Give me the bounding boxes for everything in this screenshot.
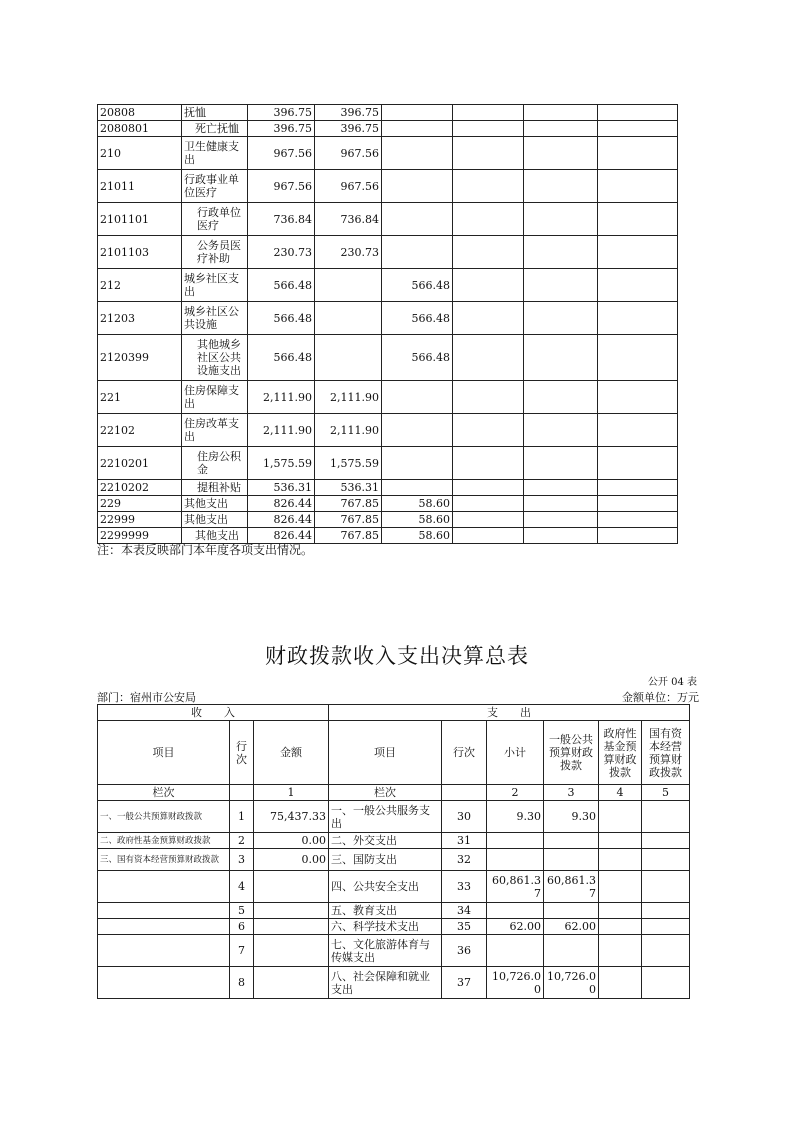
income-line-cell: 8 [230, 967, 254, 999]
col5-cell [524, 414, 598, 447]
summary-table [97, 704, 690, 999]
income-amount-cell: 0.00 [254, 833, 329, 849]
general-cell: 10,726.00 [544, 967, 599, 999]
lan-5: 5 [642, 785, 690, 801]
total-cell: 396.75 [248, 105, 315, 121]
subtotal-cell: 62.00 [487, 919, 544, 935]
col5-cell [524, 381, 598, 414]
table-row [98, 381, 678, 414]
basic-cell: 230.73 [315, 236, 382, 269]
expense-item-cell: 一、一般公共服务支出 [329, 801, 442, 833]
col4-cell [453, 170, 524, 203]
code-cell: 2299999 [98, 528, 182, 544]
col6-cell [598, 302, 678, 335]
lan-1: 1 [254, 785, 329, 801]
basic-cell: 396.75 [315, 105, 382, 121]
state-cell [642, 801, 690, 833]
summary-row [98, 919, 690, 935]
income-amount-cell: 0.00 [254, 849, 329, 871]
col6-cell [598, 203, 678, 236]
code-cell: 20808 [98, 105, 182, 121]
expense-item-cell: 四、公共安全支出 [329, 871, 442, 903]
income-line-cell: 4 [230, 871, 254, 903]
state-cell [642, 919, 690, 935]
state-cell [642, 833, 690, 849]
income-amount-cell [254, 935, 329, 967]
basic-cell: 767.85 [315, 528, 382, 544]
general-cell [544, 849, 599, 871]
total-cell: 826.44 [248, 528, 315, 544]
lan-empty [230, 785, 254, 801]
name-cell: 住房公积金 [182, 447, 248, 480]
table-row [98, 302, 678, 335]
income-item-cell [98, 919, 230, 935]
col-item: 项目 [98, 721, 230, 785]
col4-cell [453, 105, 524, 121]
col-item2: 项目 [329, 721, 442, 785]
table-row [98, 269, 678, 302]
code-cell: 2101103 [98, 236, 182, 269]
lan-empty2 [442, 785, 487, 801]
project-cell: 566.48 [382, 302, 453, 335]
col5-cell [524, 236, 598, 269]
col5-cell [524, 447, 598, 480]
project-cell: 566.48 [382, 335, 453, 381]
general-cell [544, 935, 599, 967]
lan-2: 2 [487, 785, 544, 801]
lan-row [98, 785, 690, 801]
code-cell: 212 [98, 269, 182, 302]
subtotal-cell [487, 833, 544, 849]
basic-cell: 536.31 [315, 480, 382, 496]
income-line-cell: 6 [230, 919, 254, 935]
code-cell: 2210202 [98, 480, 182, 496]
col6-cell [598, 512, 678, 528]
table-row [98, 137, 678, 170]
expense-item-cell: 二、外交支出 [329, 833, 442, 849]
name-cell: 其他支出 [182, 496, 248, 512]
expense-item-cell: 五、教育支出 [329, 903, 442, 919]
col6-cell [598, 414, 678, 447]
col6-cell [598, 381, 678, 414]
col5-cell [524, 480, 598, 496]
subtotal-cell [487, 935, 544, 967]
expense-line-cell: 37 [442, 967, 487, 999]
state-cell [642, 871, 690, 903]
income-line-cell: 5 [230, 903, 254, 919]
col6-cell [598, 236, 678, 269]
income-amount-cell [254, 903, 329, 919]
total-cell: 826.44 [248, 496, 315, 512]
total-cell: 967.56 [248, 137, 315, 170]
basic-cell: 2,111.90 [315, 414, 382, 447]
table-row [98, 447, 678, 480]
col6-cell [598, 121, 678, 137]
general-cell [544, 833, 599, 849]
col5-cell [524, 302, 598, 335]
col-state: 国有资本经营预算财政拨款 [642, 721, 690, 785]
state-cell [642, 967, 690, 999]
summary-row [98, 967, 690, 999]
code-cell: 2101101 [98, 203, 182, 236]
col6-cell [598, 447, 678, 480]
project-cell [382, 203, 453, 236]
income-header: 收 入 [98, 705, 329, 721]
col6-cell [598, 335, 678, 381]
income-line-cell: 7 [230, 935, 254, 967]
col5-cell [524, 105, 598, 121]
col5-cell [524, 496, 598, 512]
basic-cell: 1,575.59 [315, 447, 382, 480]
col5-cell [524, 170, 598, 203]
table-row [98, 170, 678, 203]
fund-cell [599, 935, 642, 967]
col4-cell [453, 496, 524, 512]
col4-cell [453, 236, 524, 269]
col-amount: 金额 [254, 721, 329, 785]
lan-label: 栏次 [98, 785, 230, 801]
project-cell [382, 414, 453, 447]
project-cell: 58.60 [382, 496, 453, 512]
col6-cell [598, 269, 678, 302]
col4-cell [453, 203, 524, 236]
col4-cell [453, 121, 524, 137]
project-cell [382, 121, 453, 137]
lan-label2: 栏次 [329, 785, 442, 801]
expense-line-cell: 36 [442, 935, 487, 967]
total-cell: 2,111.90 [248, 414, 315, 447]
general-cell: 62.00 [544, 919, 599, 935]
summary-row [98, 903, 690, 919]
col4-cell [453, 335, 524, 381]
subtotal-cell: 10,726.00 [487, 967, 544, 999]
total-cell: 230.73 [248, 236, 315, 269]
name-cell: 城乡社区支出 [182, 269, 248, 302]
expense-line-cell: 35 [442, 919, 487, 935]
section-header-row [98, 705, 690, 721]
project-cell [382, 381, 453, 414]
basic-cell: 736.84 [315, 203, 382, 236]
fund-cell [599, 871, 642, 903]
lan-4: 4 [599, 785, 642, 801]
name-cell: 行政单位医疗 [182, 203, 248, 236]
code-cell: 2080801 [98, 121, 182, 137]
department-label: 部门：宿州市公安局 [97, 691, 196, 704]
subtotal-cell [487, 903, 544, 919]
name-cell: 其他支出 [182, 528, 248, 544]
col-fund: 政府性基金预算财政拨款 [599, 721, 642, 785]
expense-item-cell: 六、科学技术支出 [329, 919, 442, 935]
income-item-cell [98, 871, 230, 903]
code-cell: 210 [98, 137, 182, 170]
project-cell [382, 137, 453, 170]
expense-line-cell: 30 [442, 801, 487, 833]
fund-cell [599, 919, 642, 935]
project-cell [382, 480, 453, 496]
summary-row [98, 833, 690, 849]
code-cell: 2120399 [98, 335, 182, 381]
name-cell: 住房改革支出 [182, 414, 248, 447]
general-cell [544, 903, 599, 919]
table-row [98, 105, 678, 121]
income-item-cell [98, 903, 230, 919]
name-cell: 卫生健康支出 [182, 137, 248, 170]
income-line-cell: 3 [230, 849, 254, 871]
form-number: 公开 04 表 [647, 677, 697, 688]
unit-label: 金额单位：万元 [622, 691, 699, 704]
expense-line-cell: 33 [442, 871, 487, 903]
general-cell: 60,861.37 [544, 871, 599, 903]
general-cell: 9.30 [544, 801, 599, 833]
name-cell: 行政事业单位医疗 [182, 170, 248, 203]
table-note: 注：本表反映部门本年度各项支出情况。 [97, 543, 314, 557]
col4-cell [453, 512, 524, 528]
table-row [98, 480, 678, 496]
lan-3: 3 [544, 785, 599, 801]
total-cell: 736.84 [248, 203, 315, 236]
income-item-cell: 三、国有资本经营预算财政拨款 [98, 849, 230, 871]
state-cell [642, 849, 690, 871]
name-cell: 住房保障支出 [182, 381, 248, 414]
table-row [98, 512, 678, 528]
name-cell: 提租补贴 [182, 480, 248, 496]
total-cell: 967.56 [248, 170, 315, 203]
col-line: 行次 [230, 721, 254, 785]
col6-cell [598, 496, 678, 512]
col4-cell [453, 302, 524, 335]
table-row [98, 236, 678, 269]
name-cell: 公务员医疗补助 [182, 236, 248, 269]
col5-cell [524, 269, 598, 302]
expense-line-cell: 32 [442, 849, 487, 871]
col4-cell [453, 381, 524, 414]
total-cell: 536.31 [248, 480, 315, 496]
code-cell: 2210201 [98, 447, 182, 480]
income-item-cell [98, 967, 230, 999]
col5-cell [524, 121, 598, 137]
project-cell [382, 236, 453, 269]
code-cell: 21011 [98, 170, 182, 203]
name-cell: 死亡抚恤 [182, 121, 248, 137]
table-row [98, 414, 678, 447]
col-line2: 行次 [442, 721, 487, 785]
col5-cell [524, 512, 598, 528]
page-title: 财政拨款收入支出决算总表 [265, 644, 529, 668]
expense-detail-table [97, 104, 678, 544]
fund-cell [599, 903, 642, 919]
col4-cell [453, 447, 524, 480]
summary-row [98, 849, 690, 871]
col5-cell [524, 137, 598, 170]
project-cell [382, 447, 453, 480]
column-header-row [98, 721, 690, 785]
total-cell: 2,111.90 [248, 381, 315, 414]
total-cell: 396.75 [248, 121, 315, 137]
fund-cell [599, 967, 642, 999]
project-cell: 566.48 [382, 269, 453, 302]
col4-cell [453, 269, 524, 302]
total-cell: 826.44 [248, 512, 315, 528]
summary-row [98, 871, 690, 903]
col4-cell [453, 137, 524, 170]
name-cell: 城乡社区公共设施 [182, 302, 248, 335]
col6-cell [598, 137, 678, 170]
basic-cell [315, 302, 382, 335]
subtotal-cell: 9.30 [487, 801, 544, 833]
total-cell: 566.48 [248, 269, 315, 302]
income-line-cell: 2 [230, 833, 254, 849]
col6-cell [598, 105, 678, 121]
state-cell [642, 935, 690, 967]
summary-row [98, 801, 690, 833]
income-item-cell [98, 935, 230, 967]
code-cell: 221 [98, 381, 182, 414]
project-cell [382, 170, 453, 203]
expense-line-cell: 31 [442, 833, 487, 849]
col5-cell [524, 528, 598, 544]
code-cell: 22999 [98, 512, 182, 528]
col-subtotal: 小计 [487, 721, 544, 785]
income-item-cell: 二、政府性基金预算财政拨款 [98, 833, 230, 849]
basic-cell: 767.85 [315, 512, 382, 528]
table-row [98, 121, 678, 137]
table-row [98, 335, 678, 381]
basic-cell: 767.85 [315, 496, 382, 512]
fund-cell [599, 849, 642, 871]
code-cell: 22102 [98, 414, 182, 447]
name-cell: 其他城乡社区公共设施支出 [182, 335, 248, 381]
name-cell: 抚恤 [182, 105, 248, 121]
income-amount-cell [254, 871, 329, 903]
project-cell: 58.60 [382, 512, 453, 528]
income-item-cell: 一、一般公共预算财政拨款 [98, 801, 230, 833]
total-cell: 1,575.59 [248, 447, 315, 480]
col5-cell [524, 335, 598, 381]
expense-line-cell: 34 [442, 903, 487, 919]
col6-cell [598, 480, 678, 496]
col4-cell [453, 528, 524, 544]
expense-header: 支 出 [329, 705, 690, 721]
basic-cell: 396.75 [315, 121, 382, 137]
income-amount-cell [254, 919, 329, 935]
basic-cell: 967.56 [315, 137, 382, 170]
code-cell: 21203 [98, 302, 182, 335]
fund-cell [599, 833, 642, 849]
subtotal-cell: 60,861.37 [487, 871, 544, 903]
expense-item-cell: 三、国防支出 [329, 849, 442, 871]
summary-row [98, 935, 690, 967]
total-cell: 566.48 [248, 302, 315, 335]
total-cell: 566.48 [248, 335, 315, 381]
state-cell [642, 903, 690, 919]
basic-cell: 2,111.90 [315, 381, 382, 414]
fund-cell [599, 801, 642, 833]
basic-cell: 967.56 [315, 170, 382, 203]
subtotal-cell [487, 849, 544, 871]
income-amount-cell [254, 967, 329, 999]
col5-cell [524, 203, 598, 236]
basic-cell [315, 269, 382, 302]
code-cell: 229 [98, 496, 182, 512]
col4-cell [453, 414, 524, 447]
project-cell: 58.60 [382, 528, 453, 544]
col4-cell [453, 480, 524, 496]
income-line-cell: 1 [230, 801, 254, 833]
col6-cell [598, 528, 678, 544]
name-cell: 其他支出 [182, 512, 248, 528]
basic-cell [315, 335, 382, 381]
table-row [98, 496, 678, 512]
expense-item-cell: 八、社会保障和就业支出 [329, 967, 442, 999]
table-row [98, 203, 678, 236]
project-cell [382, 105, 453, 121]
col6-cell [598, 170, 678, 203]
income-amount-cell: 75,437.33 [254, 801, 329, 833]
col-general: 一般公共预算财政拨款 [544, 721, 599, 785]
expense-item-cell: 七、文化旅游体育与传媒支出 [329, 935, 442, 967]
